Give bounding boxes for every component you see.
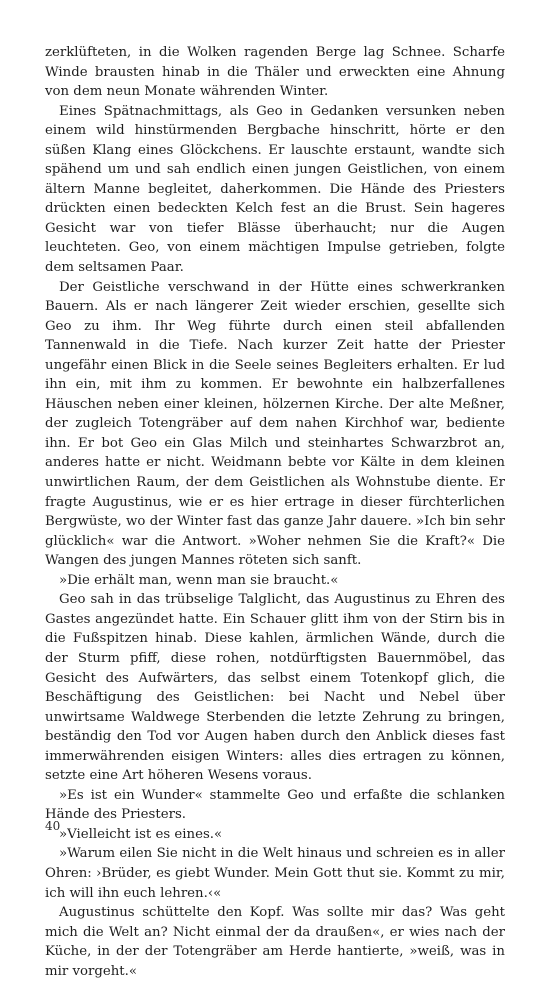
- paragraph-1: zerklüfteten, in die Wolken ragenden Berge lag Schnee. Scharfe Winde brausten hinab in die Thäler und erweckten eine Ahnung von dem neun Monate währenden Winter.: [45, 45, 505, 100]
- paragraph-5: Geo sah in das trübselige Talglicht, das Augustinus zu Ehren des Gastes angezündet hatte. Ein Schauer glitt ihm von der Stirn bis in die Fußspitzen hinab. Diese kahlen, ärmlichen Wände, durch die der Sturm pfiff, diese rohen, notdürftigsten Bauernmöbel, das Gesicht des Aufwärters, das selbst einem Totenkopf glich, die Beschäftigung des Geistlichen: bei Nacht und Nebel über unwirtsame Waldwege Sterbenden die letzte Zehrung zu bringen, beständig den Tod vor Augen haben durch den Anblick dieses fast immerwährenden eisigen Winters: alles dies ertragen zu können, setzte eine Art höheren Wesens voraus.: [45, 592, 505, 784]
- paragraph-6: »Es ist ein Wunder« stammelte Geo und erfaßte die schlanken Hände des Priesters.: [45, 787, 505, 823]
- paragraph-9: Augustinus schüttelte den Kopf. Was sollte mir das? Was geht mich die Welt an? Nicht einmal der da draußen«, er wies nach der Küche, in der der Totengräber am Herde hantierte, »weiß, was in mir vorgeht.«: [45, 905, 505, 979]
- paragraph-7: »Vielleicht ist es eines.«: [59, 826, 223, 842]
- paragraph-8: »Warum eilen Sie nicht in die Welt hinaus und schreien es in aller Ohren: ›Brüder, es giebt Wunder. Mein Gott thut sie. Kommt zu mir, ich will ihn euch lehren.‹«: [45, 846, 505, 901]
- page-number: 40: [45, 819, 61, 833]
- paragraph-4: »Die erhält man, wenn man sie braucht.«: [59, 572, 339, 588]
- paragraph-3: Der Geistliche verschwand in der Hütte eines schwerkranken Bauern. Als er nach längerer Zeit wieder erschien, gesellte sich Geo zu ihm. Ihr Weg führte durch einen steil abfallenden Tannenwald in die Tiefe. Nach kurzer Zeit hatte der Priester ungefähr einen Blick in die Seele seines Begleiters erhalten. Er lud ihn ein, mit ihm zu kommen. Er bewohnte ein halbzerfallenes Häuschen neben einer kleinen, hölzernen Kirche. Der alte Meßner, der zugleich Totengräber auf dem nahen Kirchhof war, bediente ihn. Er bot Geo ein Glas Milch und steinhartes Schwarzbrot an, anderes hatte er nicht. Weidmann bebte vor Kälte in dem kleinen unwirtlichen Raum, der dem Geistlichen als Wohnstube diente. Er fragte Augustinus, wie er es hier ertrage in dieser fürchterlichen Bergwüste, wo der Winter fast das ganze Jahr dauere. »Ich bin sehr glücklich« war die Antwort. »Woher nehmen Sie die Kraft?« Die Wangen des jungen Mannes röteten sich sanft.: [45, 279, 505, 569]
- paragraph-2: Eines Spätnachmittags, als Geo in Gedanken versunken neben einem wild hinstürmenden Bergbache hinschritt, hörte er den süßen Klang eines Glöckchens. Er lauschte erstaunt, wandte sich spähend um und sah endlich einen jungen Geistlichen, von einem ältern Manne begleitet, daherkommen. Die Hände des Priesters drückten einen bedeckten Kelch fest an die Brust. Sein hageres Gesicht war von tiefer Blässe überhaucht; nur die Augen leuchteten. Geo, von einem mächtigen Impulse getrieben, folgte dem seltsamen Paar.: [45, 103, 505, 276]
- book-page-text: [45, 43, 505, 981]
